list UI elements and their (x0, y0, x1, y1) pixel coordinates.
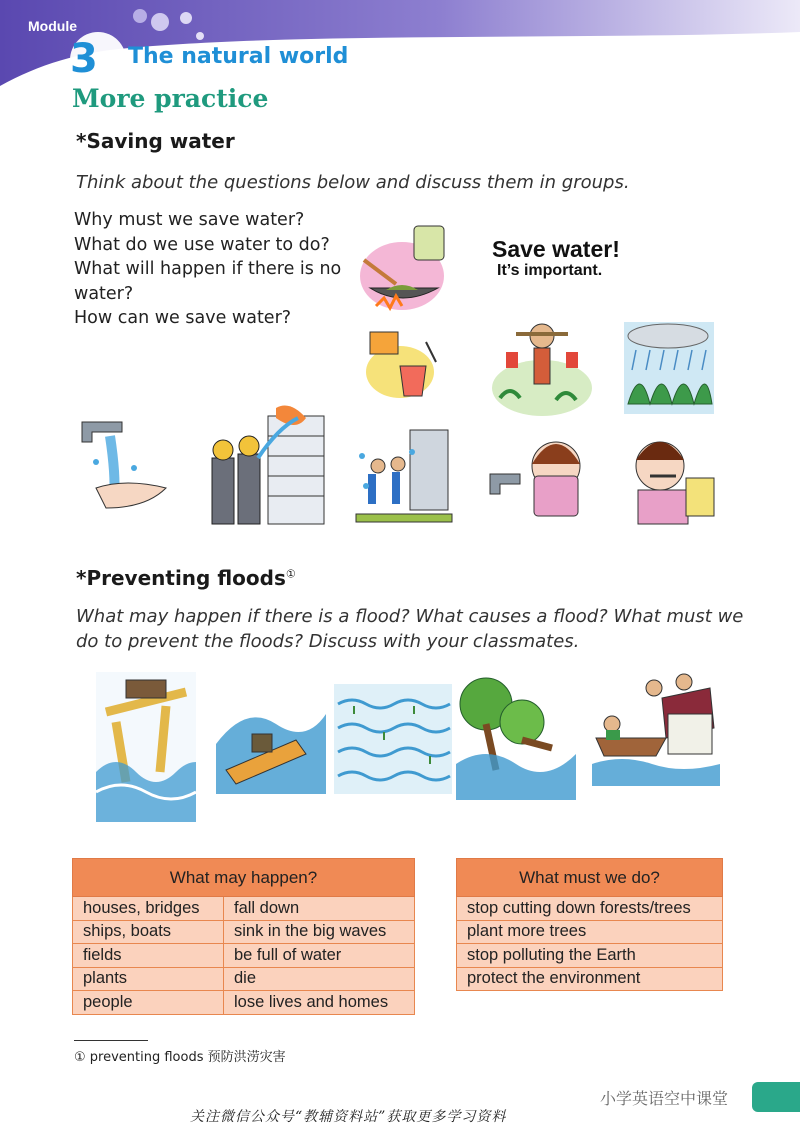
table-cell: plants (73, 967, 224, 991)
saving-water-questions (74, 208, 374, 331)
table-row (457, 897, 723, 921)
table-cell: stop cutting down forests/trees (457, 897, 723, 921)
table-cell: die (224, 967, 415, 991)
module-header-band (0, 0, 800, 90)
what-may-happen-header: What may happen? (73, 859, 415, 897)
module-number: 3 (70, 36, 98, 82)
table-cell: plant more trees (457, 920, 723, 944)
table-row (73, 944, 415, 968)
slogan-main: Save water! (492, 236, 620, 262)
table-row (457, 967, 723, 991)
fallen-trees-illustration (456, 674, 576, 800)
table-cell: stop polluting the Earth (457, 944, 723, 968)
watermark: 小学英语空中课堂 (600, 1089, 729, 1108)
page-number-tab (752, 1082, 800, 1112)
what-may-happen-table (72, 858, 415, 1015)
flooded-fields-illustration (334, 684, 452, 794)
table-cell: be full of water (224, 944, 415, 968)
drinking-water-illustration (360, 322, 450, 406)
slogan-sub: It’s important. (497, 262, 603, 279)
rescue-boat-illustration (592, 668, 720, 786)
collapsing-bridge-illustration (96, 672, 196, 822)
preventing-floods-heading (76, 566, 296, 590)
table-cell: ships, boats (73, 920, 224, 944)
question-item: What will happen if there is no water? (74, 259, 342, 304)
children-splashing-illustration (352, 426, 454, 526)
preventing-floods-heading-text: *Preventing floods (76, 566, 286, 590)
table-cell: people (73, 991, 224, 1015)
table-cell: fields (73, 944, 224, 968)
washing-hands-illustration (76, 402, 176, 522)
footnote-marker: ① (285, 567, 296, 581)
sinking-boat-illustration (216, 684, 326, 794)
module-label: Module (28, 18, 77, 34)
bottom-caption: 关注微信公众号“教辅资料站”获取更多学习资料 (190, 1109, 507, 1125)
table-row (73, 967, 415, 991)
footnote: ① preventing floods 预防洪涝灾害 (74, 1050, 286, 1065)
question-item: What do we use water to do? (74, 234, 330, 255)
section-title: More practice (72, 84, 269, 113)
cooking-illustration (356, 218, 468, 318)
firefighters-illustration (198, 402, 328, 528)
table-row (73, 920, 415, 944)
table-cell: fall down (224, 897, 415, 921)
footnote-divider (74, 1040, 148, 1041)
table-cell: lose lives and homes (224, 991, 415, 1015)
table-cell: sink in the big waves (224, 920, 415, 944)
question-item: How can we save water? (74, 308, 292, 328)
module-title: The natural world (128, 44, 349, 69)
table-cell: houses, bridges (73, 897, 224, 921)
preventing-floods-intro: What may happen if there is a flood? What causes a flood? What must we do to prevent the floods? Discuss with your classmates. (76, 606, 744, 652)
washing-face-illustration (486, 434, 596, 524)
brushing-teeth-illustration (620, 434, 730, 526)
table-row (73, 991, 415, 1015)
saving-water-intro: Think about the questions below and discuss them in groups. (76, 172, 630, 193)
table-row (73, 897, 415, 921)
watering-crops-illustration (486, 318, 598, 418)
saving-water-heading: *Saving water (76, 129, 235, 153)
table-row (457, 944, 723, 968)
question-item: Why must we save water? (74, 210, 305, 230)
rain-forest-illustration (622, 320, 716, 416)
what-must-we-do-header: What must we do? (457, 859, 723, 897)
table-row (457, 920, 723, 944)
what-must-we-do-table (456, 858, 723, 991)
table-cell: protect the environment (457, 967, 723, 991)
